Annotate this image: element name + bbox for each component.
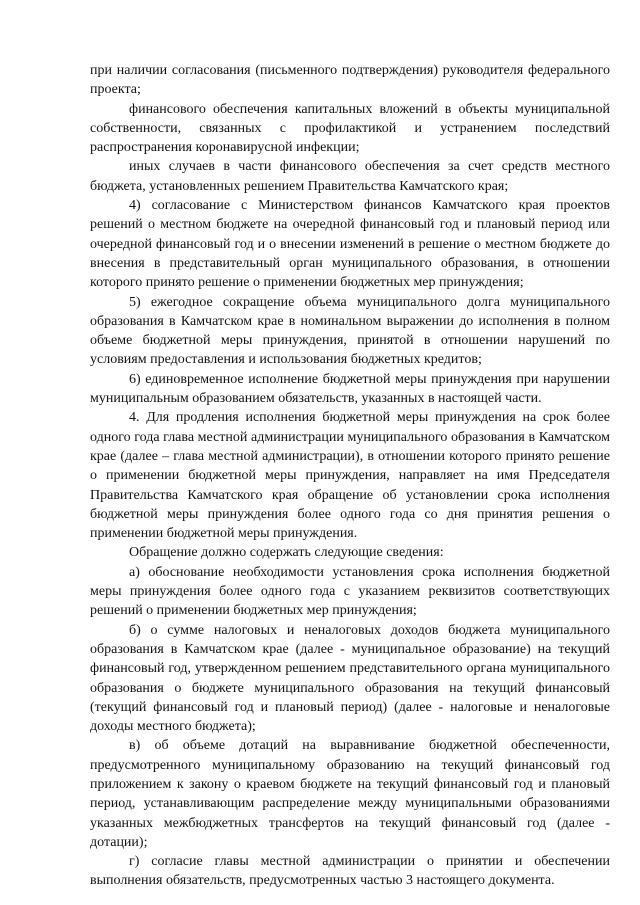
paragraph: 5) ежегодное сокращение объема муниципального долга муниципального образования в Камчатском крае в номинальном выражении до исполнения в полном объеме бюджетной меры принуждения, принятой в отношении нарушений по условиям предоставления и использования бюджетных кредитов;	[90, 294, 610, 368]
paragraph: 4) согласование с Министерством финансов Камчатского края проектов решений о местном бюджете на очередной финансовый год и плановый период или очередной финансовый год и о внесении изменений в решение о местном бюджете до внесения в представительный орган муниципального образования, в отношении которого принято решение о применении бюджетных мер принуждения;	[90, 198, 610, 291]
paragraph: б) о сумме налоговых и неналоговых доходов бюджета муниципального образования в Камчатском крае (далее - муниципальное образование) на текущий финансовый год, утвержденном решением представительного органа муниципального образования о бюджете муниципального образования на текущий финансовый (текущий финансовый год и плановый период) (далее - налоговые и неналоговые доходы местного бюджета);	[90, 622, 610, 735]
paragraph: в) об объеме дотаций на выравнивание бюджетной обеспеченности, предусмотренного муниципальному образованию на текущий финансовый год приложением к закону о краевом бюджете на текущий финансовый год и плановый период, устанавливающим распределение между муниципальными образованиями указанных межбюджетных трансфертов на текущий финансовый год (далее - дотации);	[90, 738, 610, 850]
paragraph: г) согласие главы местной администрации о принятии и обеспечении выполнения обязательств, предусмотренных частью 3 настоящего документа.	[90, 854, 610, 889]
document-body	[90, 61, 610, 891]
paragraph: а) обоснование необходимости установления срока исполнения бюджетной меры принуждения более одного года с указанием реквизитов соответствующих решений о применении бюджетных мер принуждения;	[90, 564, 610, 619]
paragraph: Обращение должно содержать следующие сведения:	[129, 545, 444, 561]
paragraph: 4. Для продления исполнения бюджетной меры принуждения на срок более одного года глава местной администрации муниципального образования в Камчатском крае (далее – глава местной администрации), в отношении которого принято решение о применении бюджетной меры принуждения, направляет на имя Председателя Правительства Камчатского края обращение об установлении срока исполнения бюджетной меры принуждения более одного года со дня принятия решения о применении бюджетной меры принуждения.	[90, 410, 610, 542]
paragraph: при наличии согласования (письменного подтверждения) руководителя федерального проекта;	[90, 63, 610, 98]
paragraph: 6) единовременное исполнение бюджетной меры принуждения при нарушении муниципальным образованием обязательств, указанных в настоящей части.	[90, 371, 610, 407]
paragraph: финансового обеспечения капитальных вложений в объекты муниципальной собственности, связанных с профилактикой и устранением последствий распространения коронавирусной инфекции;	[90, 101, 610, 156]
paragraph: иных случаев в части финансового обеспечения за счет средств местного бюджета, установленных решением Правительства Камчатского края;	[90, 159, 610, 194]
